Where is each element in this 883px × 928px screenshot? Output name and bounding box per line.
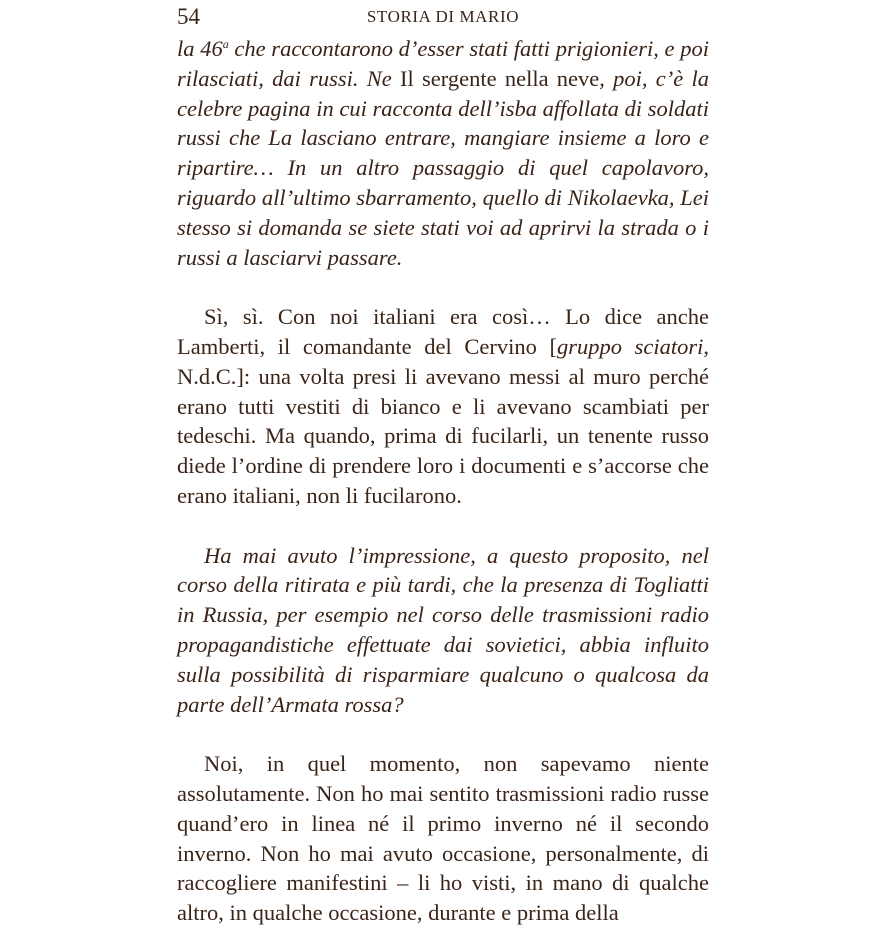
question-text: che raccontarono d’esser stati fatti prigionieri, e poi rilasciati, dai russi. Ne — [177, 36, 709, 91]
running-head — [177, 4, 709, 30]
question-paragraph-continued — [177, 34, 709, 272]
answer-text: Sì, sì. Con noi italiani era così… Lo dice anche Lamberti, il comandante del Cervino [ — [177, 304, 709, 359]
page-number: 54 — [177, 4, 200, 29]
question-text: la 46 — [177, 36, 223, 61]
ordinal-superscript: a — [222, 37, 229, 51]
answer-paragraph: Noi, in quel momento, non sapevamo niente assolutamente. Non ho mai sentito trasmissioni radio russe quand’ero in linea né il primo inverno né il secondo inverno. Non ho mai avuto occasione, personalmente, di raccogliere manifestini – li ho visti, in mano di qualche altro, in qualche occasione, durante e prima della — [177, 751, 709, 926]
book-title: Il sergente nella neve — [400, 65, 600, 91]
answer-text: , N.d.C.]: una volta presi li avevano messi al muro perché erano tutti vestiti di bianco e li avevano scambiati per tedeschi. Ma quando, prima di fucilarli, un tenente russo diede l’ordine di prendere loro i documenti e s’accorse che erano italiani, non li fucilarono. — [177, 333, 709, 508]
body-text — [177, 34, 709, 928]
answer-paragraph — [177, 302, 709, 511]
editor-note: gruppo sciatori — [556, 333, 704, 359]
question-text: , poi, c’è la celebre pagina in cui racconta dell’isba affollata di soldati russi che La lasciano entrare, mangiare insieme a loro e ripartire… In un altro passaggio di quel capolavoro, riguardo all’ultimo sbarramento, quello di Nikolaevka, Lei stesso si domanda se siete stati voi ad aprirvi la strada o i russi a lasciarvi passare. — [177, 65, 709, 270]
question-paragraph: Ha mai avuto l’impressione, a questo proposito, nel corso della ritirata e più tardi, che la presenza di Togliatti in Russia, per esempio nel corso delle trasmissioni radio propagandistiche effettuate dai sovietici, abbia influito sulla possibilità di risparmiare qualcuno o qualcosa da parte dell’Armata rossa? — [177, 542, 709, 717]
running-title: STORIA DI MARIO — [366, 7, 520, 26]
